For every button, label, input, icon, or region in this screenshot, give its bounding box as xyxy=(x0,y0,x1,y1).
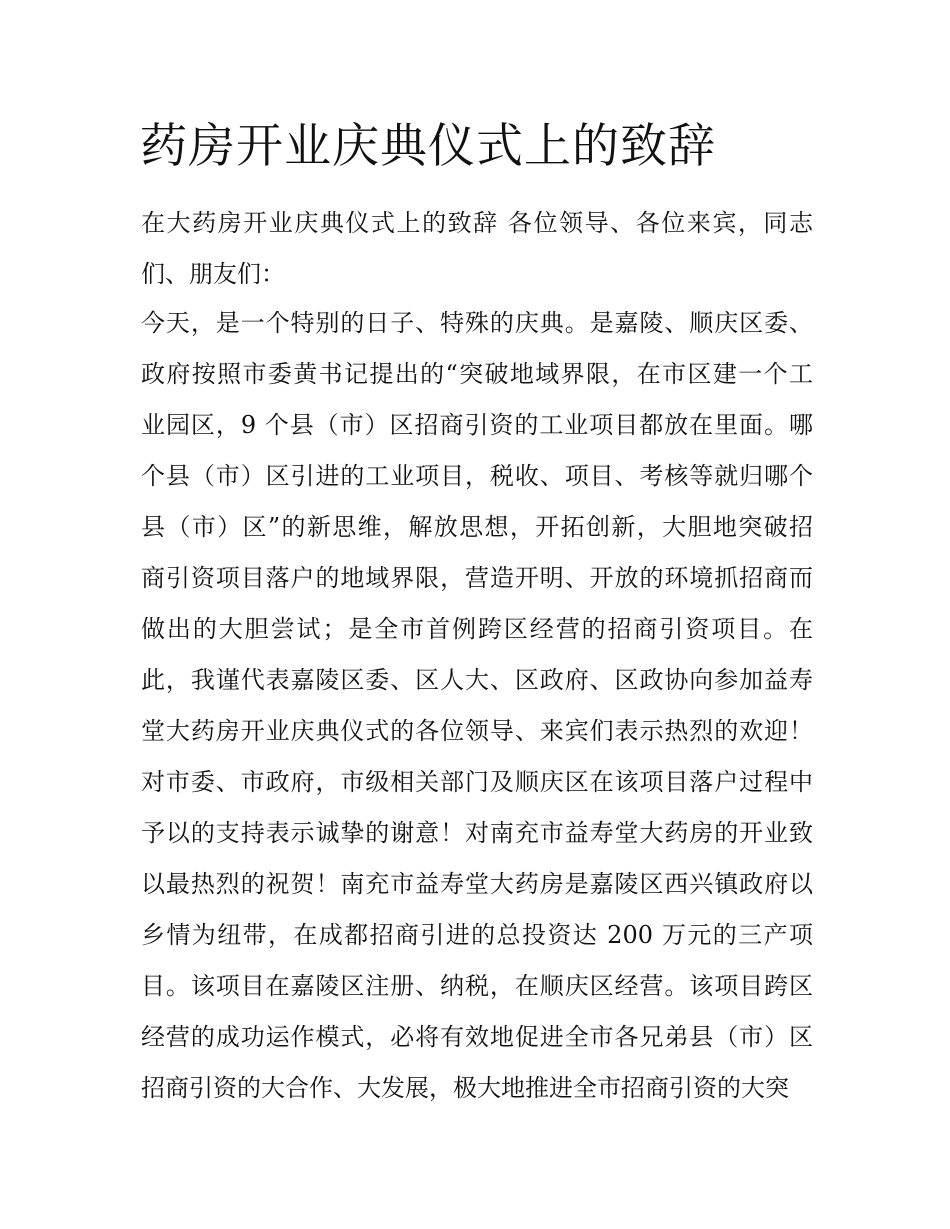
paragraph-line: 予以的支持表示诚挚的谢意！对南充市益寿堂大药房的开业致 xyxy=(141,819,813,847)
paragraph-line: 经营的成功运作模式，必将有效地促进全市各兄弟县（市）区 xyxy=(141,1023,813,1051)
paragraph-line: 此，我谨代表嘉陵区委、区人大、区政府、区政协向参加益寿 xyxy=(141,666,813,694)
paragraph-line: 做出的大胆尝试；是全市首例跨区经营的招商引资项目。在 xyxy=(141,615,813,643)
paragraph-line: 堂大药房开业庆典仪式的各位领导、来宾们表示热烈的欢迎！ xyxy=(141,717,813,745)
paragraph-line: 今天，是一个特别的日子、特殊的庆典。是嘉陵、顺庆区委、 xyxy=(141,309,813,337)
paragraph-line: 目。该项目在嘉陵区注册、纳税，在顺庆区经营。该项目跨区 xyxy=(141,972,813,1000)
paragraph-line: 招商引资的大合作、大发展，极大地推进全市招商引资的大突 xyxy=(141,1074,789,1102)
paragraph-line: 们、朋友们： xyxy=(141,260,285,288)
paragraph-line: 在大药房开业庆典仪式上的致辞 各位领导、各位来宾，同志 xyxy=(141,209,813,237)
document-title: 药房开业庆典仪式上的致辞 xyxy=(140,119,716,174)
paragraph-line: 业园区，9 个县（市）区招商引资的工业项目都放在里面。哪 xyxy=(141,411,813,439)
paragraph-line: 个县（市）区引进的工业项目，税收、项目、考核等就归哪个 xyxy=(141,462,813,490)
paragraph-line: 县（市）区”的新思维，解放思想，开拓创新，大胆地突破招 xyxy=(141,513,813,541)
paragraph-line: 商引资项目落户的地域界限，营造开明、开放的环境抓招商而 xyxy=(141,564,813,592)
paragraph-line: 政府按照市委黄书记提出的“突破地域界限，在市区建一个工 xyxy=(141,360,813,388)
paragraph-line: 乡情为纽带，在成都招商引进的总投资达 200 万元的三产项 xyxy=(141,921,813,949)
paragraph-line: 对市委、市政府，市级相关部门及顺庆区在该项目落户过程中 xyxy=(141,768,813,796)
document-body xyxy=(141,198,813,1114)
paragraph-line: 以最热烈的祝贺！南充市益寿堂大药房是嘉陵区西兴镇政府以 xyxy=(141,870,813,898)
